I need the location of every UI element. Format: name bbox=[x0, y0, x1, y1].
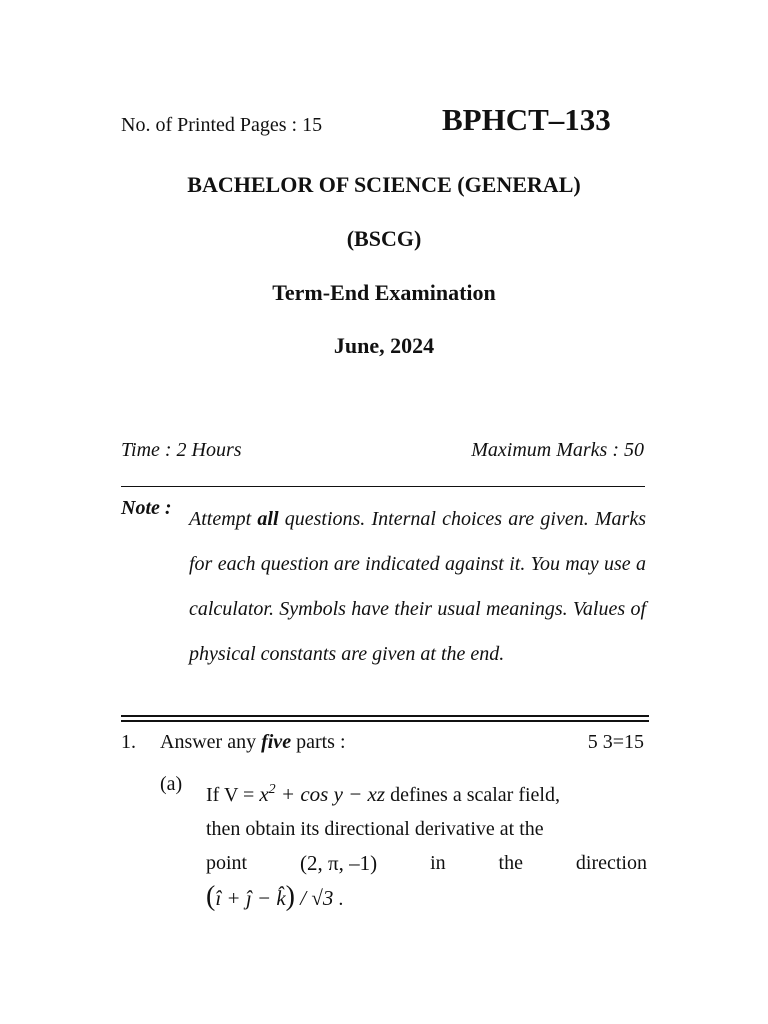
part-a-line2: then obtain its directional derivative at the bbox=[206, 818, 544, 840]
programme-title: BACHELOR OF SCIENCE (GENERAL) bbox=[187, 172, 581, 197]
part-a-line4: (î + ĵ − k̂) / √3 . bbox=[206, 881, 344, 912]
course-code: BPHCT–133 bbox=[442, 102, 611, 137]
double-rule-bottom bbox=[121, 720, 649, 722]
point-value: (2, π, –1) bbox=[300, 851, 378, 875]
note-label: Note : bbox=[121, 497, 172, 519]
divider-line bbox=[121, 486, 645, 487]
question-number: 1. bbox=[121, 731, 136, 753]
time-allowed: Time : 2 Hours bbox=[121, 439, 242, 461]
printed-pages: No. of Printed Pages : 15 bbox=[121, 114, 323, 136]
question-instruction: Answer any five parts : bbox=[160, 731, 346, 753]
note-text: Attempt all questions. Internal choices are given. Marks for each question are indicated against it. You may use a calculator. Symbols have their usual meanings. Values of physical constants are given at the end. bbox=[189, 508, 646, 665]
maximum-marks: Maximum Marks : 50 bbox=[471, 439, 644, 461]
exam-title: Term-End Examination bbox=[272, 280, 496, 305]
programme-abbr: (BSCG) bbox=[346, 226, 422, 251]
part-a-label: (a) bbox=[160, 773, 183, 795]
direction-vector: (î + ĵ − k̂) / √3 bbox=[206, 881, 334, 912]
part-a-line3: point (2, π, –1) in the direction bbox=[206, 846, 647, 880]
part-a-line1: If $V = x^2 + \cos y$ − xz defines a scalar field, bbox=[206, 782, 560, 806]
scalar-field-formula: $x^2 + \cos y$ − xz bbox=[259, 782, 386, 806]
double-rule-top bbox=[121, 715, 649, 717]
exam-session: June, 2024 bbox=[333, 333, 435, 358]
part-a-text bbox=[206, 773, 647, 916]
question-marks: 5 3=15 bbox=[587, 731, 644, 753]
